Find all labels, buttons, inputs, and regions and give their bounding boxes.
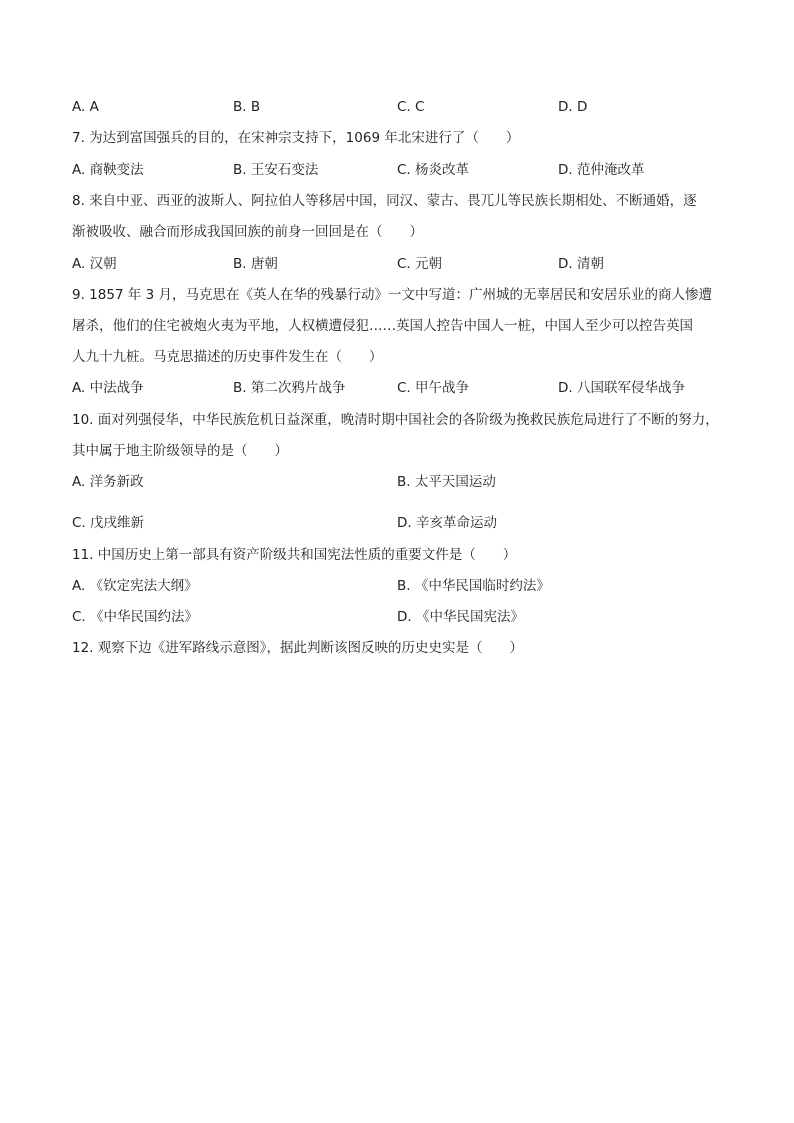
q6-option-a: A. A	[72, 99, 99, 115]
q9-option-d: D. 八国联军侵华战争	[558, 380, 685, 396]
q10-option-c: C. 戊戌维新	[72, 515, 145, 531]
q11-stem: 11. 中国历史上第一部具有资产阶级共和国宪法性质的重要文件是（ ）	[72, 547, 517, 563]
q9-stem-line-3: 人九十九桩。马克思描述的历史事件发生在（ ）	[72, 349, 383, 365]
q8-stem-line-2: 渐被吸收、融合而形成我国回族的前身一回回是在（ ）	[72, 224, 423, 240]
q7-option-c: C. 杨炎改革	[397, 162, 470, 178]
q8-option-c: C. 元朝	[397, 256, 443, 272]
q7-option-b: B. 王安石变法	[233, 162, 319, 178]
q8-stem-line-1: 8. 来自中亚、西亚的波斯人、阿拉伯人等移居中国，同汉、蒙古、畏兀儿等民族长期相处、不断通婚，逐	[72, 193, 697, 209]
q10-option-a: A. 洋务新政	[72, 474, 144, 490]
q7-stem: 7. 为达到富国强兵的目的，在宋神宗支持下，1069 年北宋进行了（ ）	[72, 130, 520, 146]
q11-option-a: A. 《钦定宪法大纲》	[72, 578, 198, 594]
q7-option-a: A. 商鞅变法	[72, 162, 144, 178]
q7-option-d: D. 范仲淹改革	[558, 162, 645, 178]
q9-stem-line-2: 屠杀，他们的住宅被炮火夷为平地，人权横遭侵犯……英国人控告中国人一桩，中国人至少可以控告英国	[72, 318, 693, 334]
q8-option-d: D. 清朝	[558, 256, 604, 272]
q12-stem: 12. 观察下边《进军路线示意图》，据此判断该图反映的历史史实是（ ）	[72, 640, 524, 656]
q8-option-b: B. 唐朝	[233, 256, 278, 272]
q6-option-d: D. D	[558, 99, 588, 115]
q10-stem-line-2: 其中属于地主阶级领导的是（ ）	[72, 443, 288, 459]
q11-option-b: B. 《中华民国临时约法》	[397, 578, 550, 594]
q6-option-c: C. C	[397, 99, 425, 115]
q9-option-a: A. 中法战争	[72, 380, 144, 396]
q10-option-b: B. 太平天国运动	[397, 474, 496, 490]
q6-option-b: B. B	[233, 99, 261, 115]
q9-stem-line-1: 9. 1857 年 3 月，马克思在《英人在华的残暴行动》一文中写道：广州城的无辜居民和安居乐业的商人惨遭	[72, 287, 712, 303]
q10-stem-line-1: 10. 面对列强侵华，中华民族危机日益深重，晚清时期中国社会的各阶级为挽救民族危局进行了不断的努力，	[72, 412, 719, 428]
q11-option-d: D. 《中华民国宪法》	[397, 609, 524, 625]
q9-option-c: C. 甲午战争	[397, 380, 470, 396]
q8-option-a: A. 汉朝	[72, 256, 117, 272]
q9-option-b: B. 第二次鸦片战争	[233, 380, 346, 396]
q10-option-d: D. 辛亥革命运动	[397, 515, 497, 531]
q11-option-c: C. 《中华民国约法》	[72, 609, 199, 625]
